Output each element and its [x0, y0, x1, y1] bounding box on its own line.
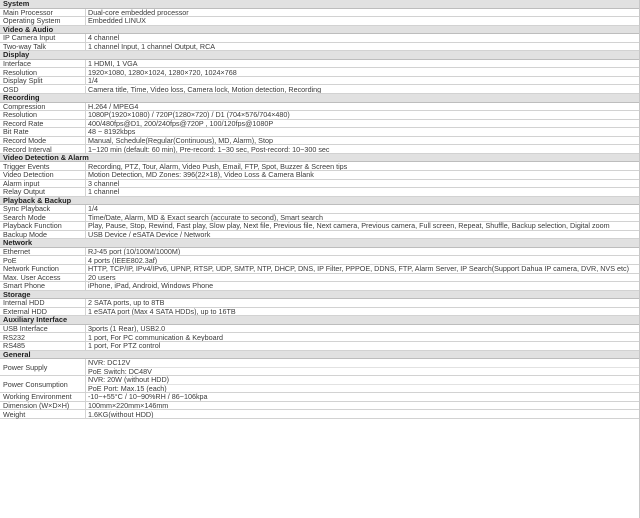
- spec-label: Bit Rate: [0, 128, 86, 136]
- spec-value-line: 1/4: [88, 76, 98, 85]
- spec-value: [86, 257, 640, 265]
- spec-label: PoE: [0, 257, 86, 265]
- spec-row: [0, 205, 640, 214]
- spec-label: Alarm input: [0, 180, 86, 188]
- spec-value: [86, 274, 640, 282]
- spec-value-line: 1 eSATA port (Max 4 SATA HDDs), up to 16TB: [88, 307, 236, 316]
- spec-row: [0, 274, 640, 283]
- spec-row: [0, 111, 640, 120]
- spec-value-line: iPhone, iPad, Android, Windows Phone: [88, 282, 214, 290]
- spec-label: Video Detection: [0, 171, 86, 179]
- spec-value-line: 3 channel: [88, 179, 120, 188]
- spec-label: Two-way Talk: [0, 43, 86, 51]
- spec-row: [0, 103, 640, 112]
- spec-value: [86, 376, 640, 392]
- spec-label: Max. User Access: [0, 274, 86, 282]
- spec-value-line: 400/480fps@D1, 200/240fps@720P , 100/120fps@1080P: [88, 119, 274, 128]
- spec-row: [0, 333, 640, 342]
- spec-value-line: PoE Port: Max.15 (each): [88, 384, 640, 392]
- spec-value-line: NVR: DC12V: [88, 359, 131, 368]
- spec-value: [86, 248, 640, 256]
- spec-row: [0, 393, 640, 402]
- spec-row: [0, 43, 640, 52]
- spec-value-line: 1 channel Input, 1 channel Output, RCA: [88, 42, 216, 51]
- spec-row: [0, 231, 640, 240]
- section-header: [0, 154, 640, 163]
- spec-label: Power Supply: [0, 359, 86, 375]
- section-title: Video & Audio: [3, 24, 54, 34]
- section-title: Network: [3, 238, 33, 248]
- spec-label: Playback Function: [0, 222, 86, 230]
- spec-row: [0, 325, 640, 334]
- spec-label: Weight: [0, 410, 86, 418]
- spec-value: [86, 308, 640, 316]
- spec-label: Record Mode: [0, 137, 86, 145]
- spec-value-line: RJ-45 port (10/100M/1000M): [88, 247, 181, 256]
- spec-label: Compression: [0, 103, 86, 111]
- spec-row: [0, 128, 640, 137]
- spec-label: Working Environment: [0, 393, 86, 401]
- spec-value-line: 1/4: [88, 205, 98, 213]
- spec-value: [86, 137, 640, 145]
- spec-value-line: 20 users: [88, 273, 116, 282]
- spec-row: [0, 214, 640, 223]
- spec-row: [0, 376, 640, 393]
- spec-value-line: 1 port, For PC communication & Keyboard: [88, 333, 224, 341]
- spec-value-line: Play, Pause, Stop, Rewind, Fast play, Slow play, Next file, Previous file, Next camera, Previous camera, Full screen, Repeat, Shuffle, Backup selection, Digital zoom: [88, 222, 610, 230]
- spec-value-line: 1 port, For PTZ control: [88, 342, 161, 350]
- spec-label: Record Rate: [0, 120, 86, 128]
- spec-row: [0, 171, 640, 180]
- spec-label: Backup Mode: [0, 231, 86, 239]
- section-header: [0, 291, 640, 300]
- section-header: [0, 197, 640, 206]
- spec-value-line: Embedded LINUX: [88, 17, 146, 25]
- spec-row: [0, 299, 640, 308]
- spec-row: [0, 17, 640, 26]
- section-title: Storage: [3, 289, 31, 299]
- spec-row: [0, 282, 640, 291]
- spec-value: [86, 402, 640, 410]
- spec-value: [86, 325, 640, 333]
- section-header: [0, 316, 640, 325]
- spec-label: OSD: [0, 86, 86, 94]
- spec-value: [86, 393, 640, 401]
- spec-value: [86, 9, 640, 17]
- spec-value-line: HTTP, TCP/IP, IPv4/IPv6, UPNP, RTSP, UDP, SMTP, NTP, DHCP, DNS, IP Filter, PPPOE, DDNS, FTP, Alarm Server, IP Search(Support Dahua IP camera, DVR, NVS etc): [88, 265, 629, 273]
- spec-value: [86, 128, 640, 136]
- spec-label: Relay Output: [0, 188, 86, 196]
- spec-value: [86, 265, 640, 273]
- spec-label: Main Processor: [0, 9, 86, 17]
- spec-value: [86, 342, 640, 350]
- spec-value: [86, 214, 640, 222]
- spec-value-line: 1920×1080, 1280×1024, 1280×720, 1024×768: [88, 68, 237, 76]
- spec-value-line: 1080P(1920×1080) / 720P(1280×720) / D1 (704×576/704×480): [88, 111, 290, 119]
- spec-value-line: 48 ~ 8192kbps: [88, 128, 136, 136]
- spec-label: Network Function: [0, 265, 86, 273]
- spec-value: [86, 299, 640, 307]
- spec-label: External HDD: [0, 308, 86, 316]
- spec-row: [0, 410, 640, 419]
- spec-value: [86, 222, 640, 230]
- spec-value: [86, 120, 640, 128]
- spec-value-line: 4 channel: [88, 34, 120, 42]
- spec-value: [86, 188, 640, 196]
- spec-value: [86, 60, 640, 68]
- section-title: Playback & Backup: [3, 195, 72, 205]
- section-title: Auxiliary Interface: [3, 315, 68, 325]
- spec-row: [0, 60, 640, 69]
- spec-label: Ethernet: [0, 248, 86, 256]
- spec-row: [0, 265, 640, 274]
- spec-row: [0, 137, 640, 146]
- spec-label: Power Consumption: [0, 376, 86, 392]
- spec-row: [0, 342, 640, 351]
- spec-value: [86, 162, 640, 170]
- spec-value-line: 4 ports (IEEE802.3af): [88, 256, 158, 265]
- spec-label: Sync Playback: [0, 205, 86, 213]
- section-header: [0, 239, 640, 248]
- spec-value-line: Time/Date, Alarm, MD & Exact search (accurate to second), Smart search: [88, 213, 324, 222]
- spec-row: [0, 120, 640, 129]
- spec-value: [86, 34, 640, 42]
- spec-label: RS232: [0, 333, 86, 341]
- spec-row: [0, 308, 640, 317]
- spec-value-line: Dual-core embedded processor: [88, 8, 189, 17]
- spec-value-line: 100mm×220mm×146mm: [88, 401, 169, 410]
- spec-row: [0, 68, 640, 77]
- spec-label: Smart Phone: [0, 282, 86, 290]
- spec-value-line: 3ports (1 Rear), USB2.0: [88, 324, 166, 333]
- spec-value-line: Motion Detection, MD Zones: 396(22×18), Video Loss & Camera Blank: [88, 171, 314, 179]
- spec-row: [0, 188, 640, 197]
- spec-label: Resolution: [0, 68, 86, 76]
- spec-value: [86, 17, 640, 25]
- spec-label: Trigger Events: [0, 162, 86, 170]
- spec-value: [86, 145, 640, 153]
- section-title: System: [3, 0, 30, 9]
- spec-value: [86, 231, 640, 239]
- section-header: [0, 51, 640, 60]
- spec-value-line: 1 channel: [88, 188, 120, 196]
- section-title: General: [3, 349, 31, 359]
- spec-row: [0, 222, 640, 231]
- section-title: Recording: [3, 93, 40, 103]
- spec-value-line: 1.6KG(without HDD): [88, 410, 154, 418]
- spec-row: [0, 86, 640, 95]
- spec-value-line: H.264 / MPEG4: [88, 102, 139, 111]
- spec-value-line: USB Device / eSATA Device / Network: [88, 230, 211, 239]
- section-header: [0, 351, 640, 360]
- spec-label: USB Interface: [0, 325, 86, 333]
- spec-row: [0, 145, 640, 154]
- spec-row: [0, 77, 640, 86]
- spec-value-line: PoE Switch: DC48V: [88, 367, 640, 375]
- spec-label: IP Camera Input: [0, 34, 86, 42]
- spec-row: [0, 402, 640, 411]
- spec-value-line: 1~120 min (default: 60 min), Pre-record: 1~30 sec, Post-record: 10~300 sec: [88, 145, 330, 153]
- spec-value: [86, 410, 640, 418]
- spec-value-line: NVR: 20W (without HDD): [88, 376, 170, 385]
- spec-row: [0, 180, 640, 189]
- spec-value: [86, 43, 640, 51]
- spec-label: Interface: [0, 60, 86, 68]
- spec-label: Display Split: [0, 77, 86, 85]
- spec-label: Record Interval: [0, 145, 86, 153]
- spec-value: [86, 282, 640, 290]
- spec-value: [86, 77, 640, 85]
- spec-value: [86, 359, 640, 375]
- spec-value: [86, 205, 640, 213]
- spec-label: Resolution: [0, 111, 86, 119]
- spec-row: [0, 248, 640, 257]
- spec-value-line: Camera title, Time, Video loss, Camera lock, Motion detection, Recording: [88, 85, 322, 94]
- spec-label: Internal HDD: [0, 299, 86, 307]
- spec-label: Search Mode: [0, 214, 86, 222]
- section-header: [0, 94, 640, 103]
- spec-label: Operating System: [0, 17, 86, 25]
- section-title: Display: [3, 50, 30, 60]
- spec-value-line: 1 HDMI, 1 VGA: [88, 59, 138, 68]
- spec-row: [0, 34, 640, 43]
- section-title: Video Detection & Alarm: [3, 152, 89, 162]
- spec-value-line: 2 SATA ports, up to 8TB: [88, 299, 165, 307]
- spec-value: [86, 86, 640, 94]
- spec-value: [86, 68, 640, 76]
- section-header: [0, 26, 640, 35]
- spec-label: Dimension (W×D×H): [0, 402, 86, 410]
- spec-row: [0, 257, 640, 266]
- spec-row: [0, 9, 640, 18]
- spec-value: [86, 171, 640, 179]
- spec-value: [86, 333, 640, 341]
- spec-value-line: Recording, PTZ, Tour, Alarm, Video Push, Email, FTP, Spot, Buzzer & Screen tips: [88, 162, 348, 170]
- spec-value-line: -10~+55°C / 10~90%RH / 86~106kpa: [88, 393, 208, 401]
- spec-value: [86, 103, 640, 111]
- spec-value: [86, 111, 640, 119]
- spec-value: [86, 180, 640, 188]
- spec-value-line: Manual, Schedule(Regular(Continuous), MD, Alarm), Stop: [88, 136, 273, 145]
- spec-row: [0, 162, 640, 171]
- section-header: [0, 0, 640, 9]
- spec-label: RS485: [0, 342, 86, 350]
- spec-row: [0, 359, 640, 376]
